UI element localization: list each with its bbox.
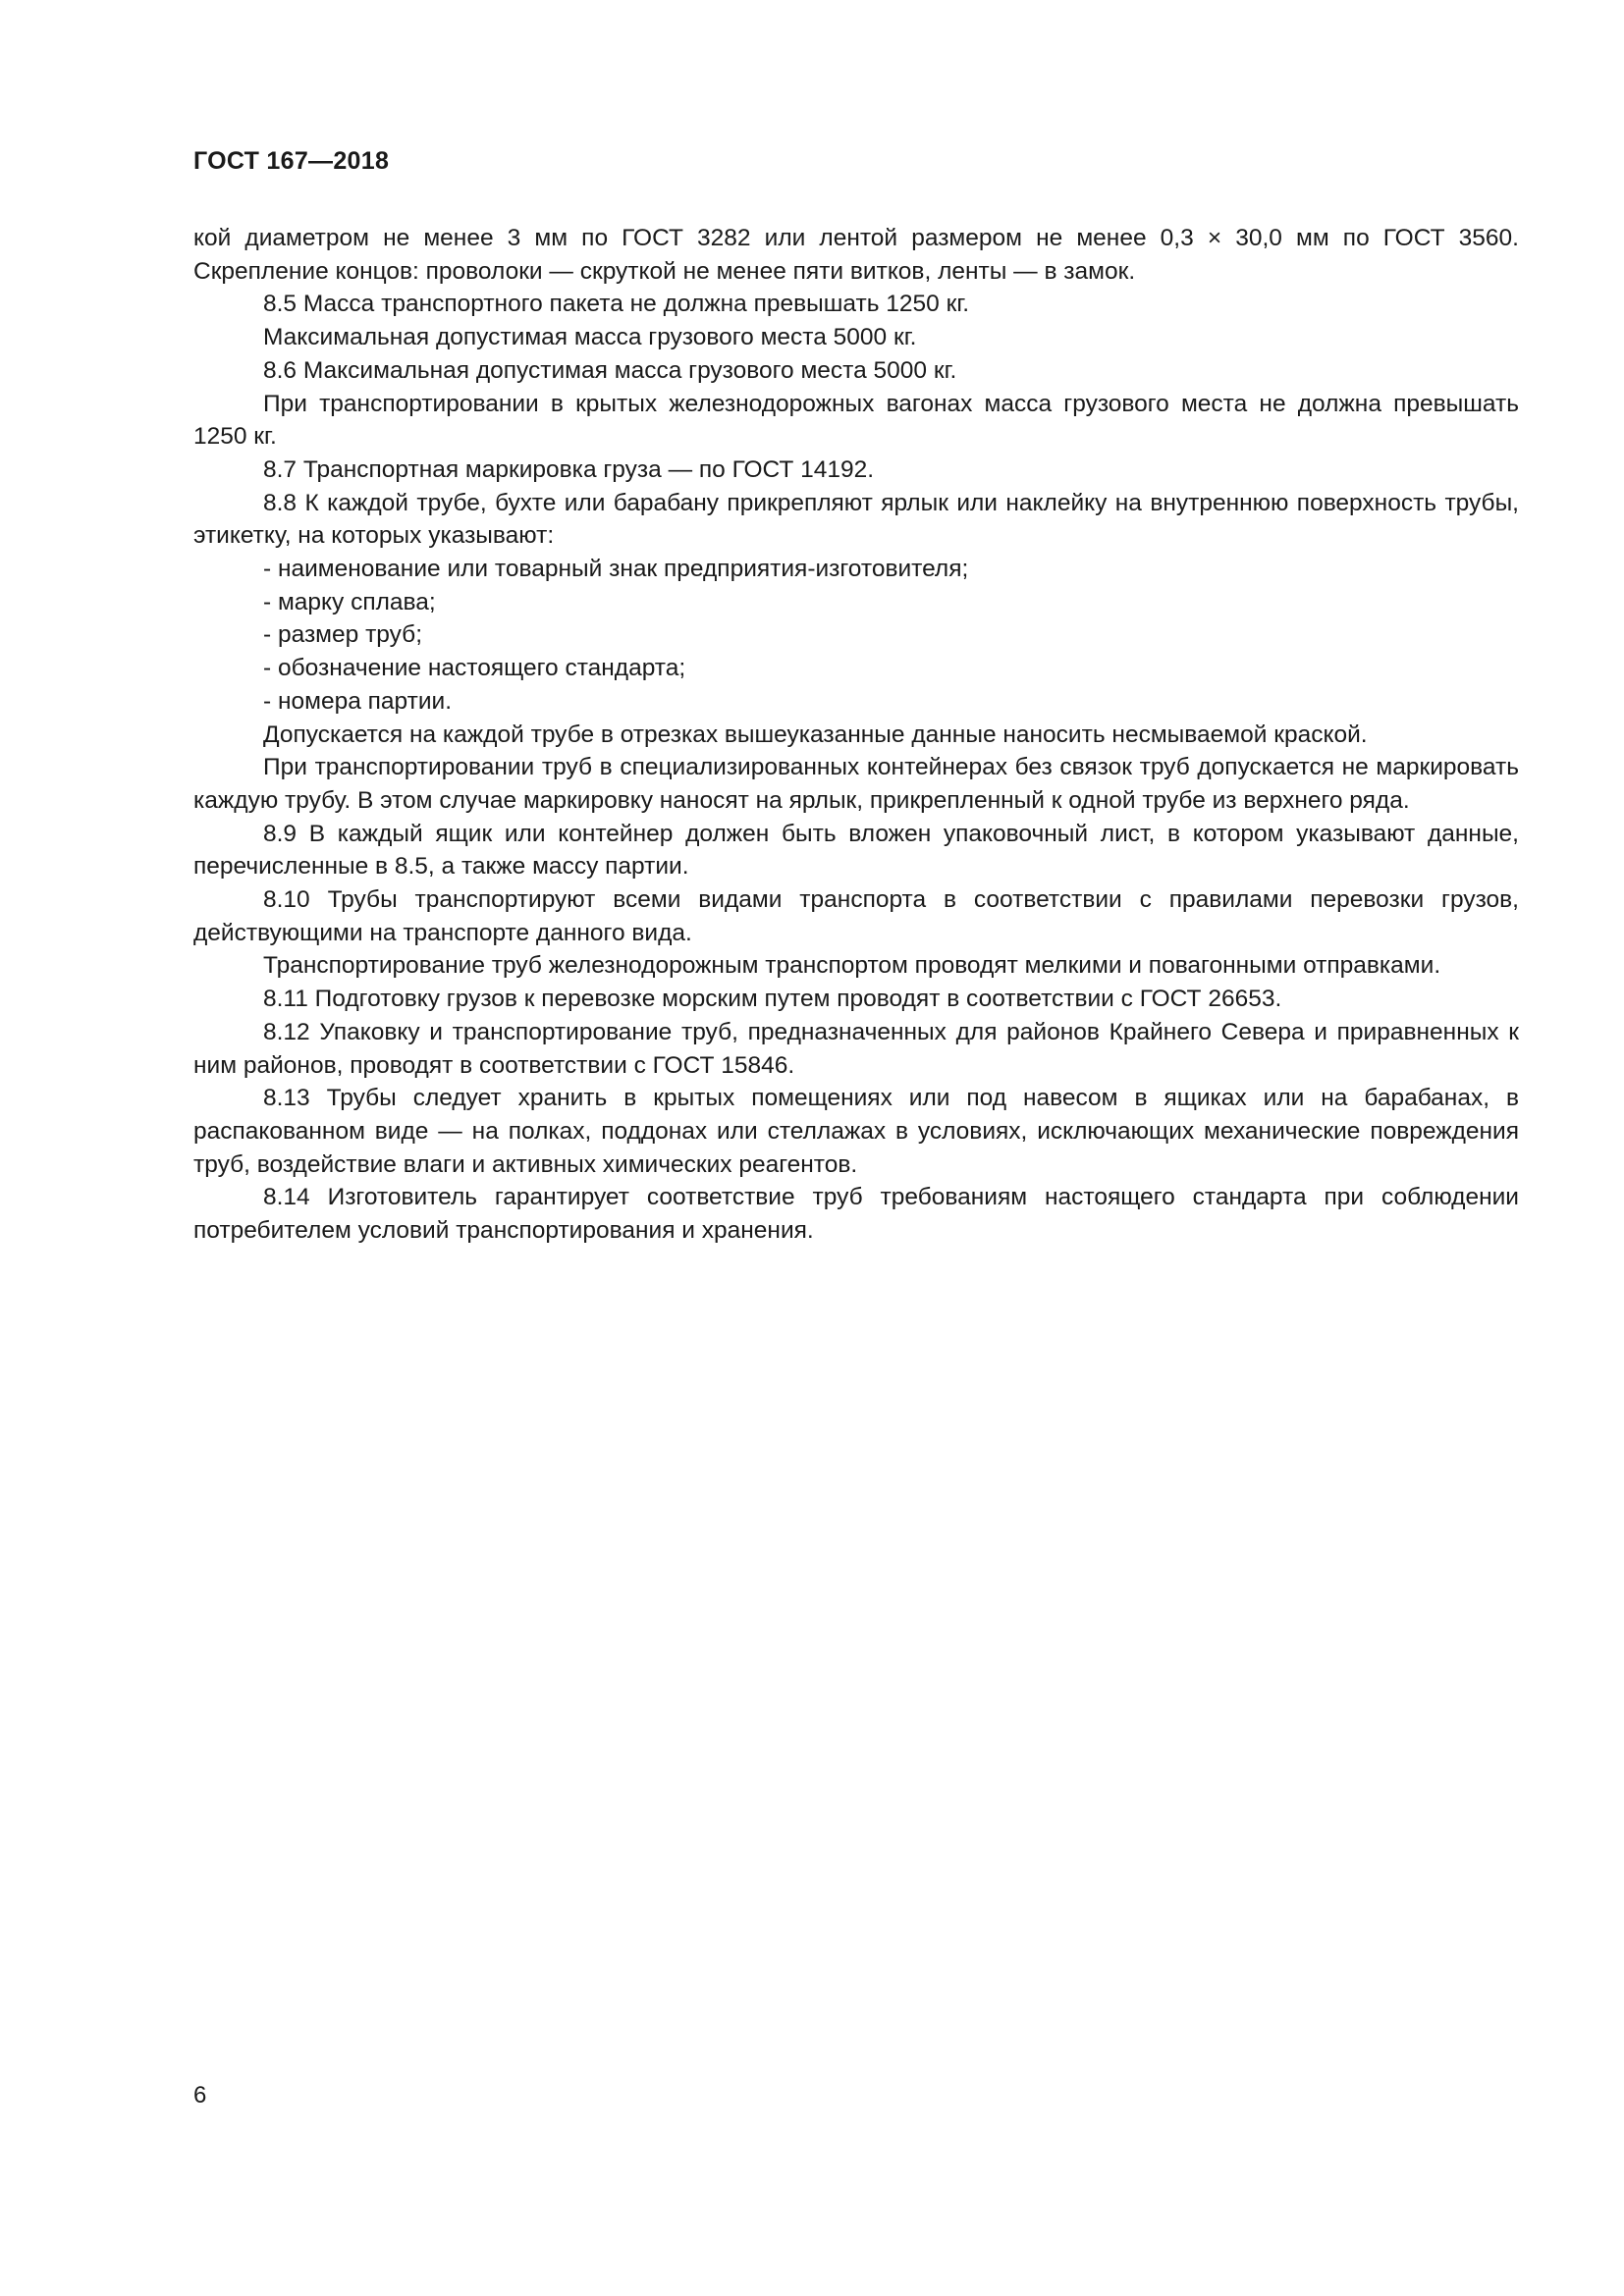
paragraph-8-10: 8.10 Трубы транспортируют всеми видами транспорта в соответствии с правилами перевозки грузов, действующими на транспорте данного вида. bbox=[193, 886, 1519, 946]
paragraph-8-13: 8.13 Трубы следует хранить в крытых помещениях или под навесом в ящиках или на барабанах, в распакованном виде — на полках, поддонах или стеллажах в условиях, исключающих механические повреждения труб, воздействие влаги и активных химических реагентов. bbox=[193, 1085, 1519, 1178]
list-item: - наименование или товарный знак предприятия-изготовителя; bbox=[263, 556, 969, 583]
paragraph: кой диаметром не менее 3 мм по ГОСТ 3282 или лентой размером не менее 0,3 × 30,0 мм по ГОСТ 3560. bbox=[193, 225, 1519, 251]
paragraph-8-5: 8.5 Масса транспортного пакета не должна превышать 1250 кг. bbox=[263, 291, 970, 318]
paragraph-8-7: 8.7 Транспортная маркировка груза — по ГОСТ 14192. bbox=[263, 455, 875, 483]
paragraph: Скрепление концов: проволоки — скруткой не менее пяти витков, ленты — в замок. bbox=[193, 257, 1136, 285]
paragraph-8-11: 8.11 Подготовку грузов к перевозке морским путем проводят в соответствии с ГОСТ 26653. bbox=[263, 986, 1282, 1013]
document-body bbox=[193, 222, 1519, 1248]
list-item: - марку сплава; bbox=[263, 588, 436, 615]
paragraph: Допускается на каждой трубе в отрезках вышеуказанные данные наносить несмываемой краской. bbox=[263, 721, 1368, 748]
paragraph-8-12: 8.12 Упаковку и транспортирование труб, предназначенных для районов Крайнего Севера и приравненных к ним районов, проводят в соответствии с ГОСТ 15846. bbox=[193, 1018, 1519, 1079]
paragraph: При транспортировании труб в специализированных контейнерах без связок труб допускается не маркировать каждую трубу. В этом случае маркировку наносят на ярлык, прикрепленный к одной трубе из верхнего ряда. bbox=[193, 754, 1519, 814]
paragraph: Транспортирование труб железнодорожным транспортом проводят мелкими и повагонными отправками. bbox=[263, 952, 1441, 980]
paragraph-8-8: 8.8 К каждой трубе, бухте или барабану прикрепляют ярлык или наклейку на внутреннюю поверхность трубы, этикетку, на которых указывают: bbox=[193, 489, 1519, 550]
paragraph: Максимальная допустимая масса грузового места 5000 кг. bbox=[263, 324, 917, 351]
list-item: - обозначение настоящего стандарта; bbox=[263, 655, 686, 682]
paragraph-8-6: 8.6 Максимальная допустимая масса грузового места 5000 кг. bbox=[263, 356, 957, 384]
paragraph-8-14: 8.14 Изготовитель гарантирует соответствие труб требованиям настоящего стандарта при соблюдении потребителем условий транспортирования и хранения. bbox=[193, 1184, 1519, 1245]
list-item: - размер труб; bbox=[263, 621, 423, 649]
page-number: 6 bbox=[193, 2082, 207, 2109]
paragraph-8-9: 8.9 В каждый ящик или контейнер должен быть вложен упаковочный лист, в котором указывают данные, перечисленные в 8.5, а также массу партии. bbox=[193, 820, 1519, 881]
document-header: ГОСТ 167—2018 bbox=[193, 147, 390, 175]
paragraph: При транспортировании в крытых железнодорожных вагонах масса грузового места не должна превышать 1250 кг. bbox=[193, 390, 1519, 451]
list-item: - номера партии. bbox=[263, 687, 453, 715]
